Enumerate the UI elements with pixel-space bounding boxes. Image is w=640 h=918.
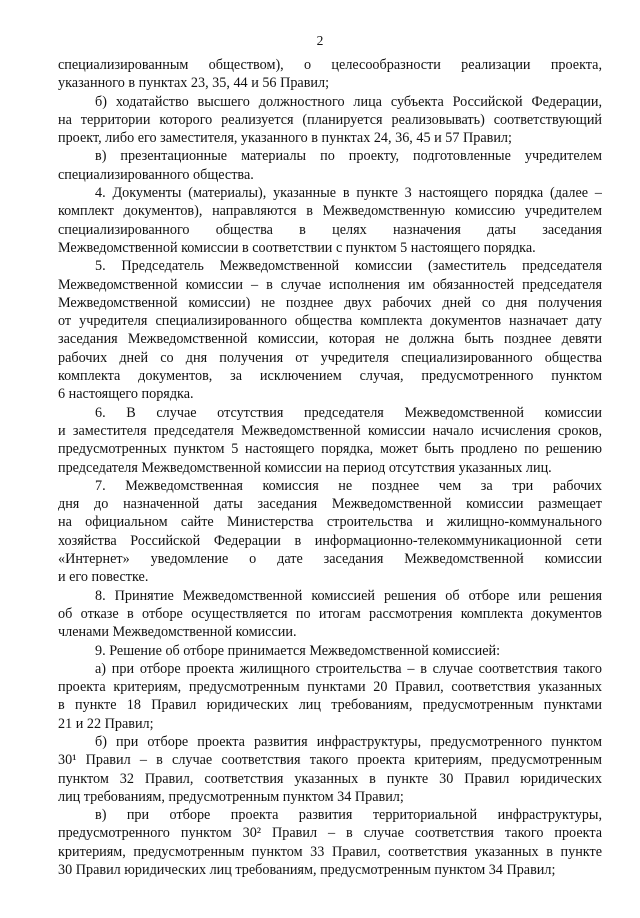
text-line: и его повестке. <box>58 569 149 586</box>
text-line: б) при отборе проекта развития инфраструктуры, предусмотренного пунктом <box>95 733 602 750</box>
text-line: 8. Принятие Межведомственной комиссией решения об отборе или решения <box>95 587 602 604</box>
text-line: «Интернет» уведомление о дате заседания Межведомственной комиссии <box>58 551 602 568</box>
text-line: 21 и 22 Правил; <box>58 715 154 732</box>
text-line: специализированным обществом), о целесообразности реализации проекта, <box>58 57 602 73</box>
text-line: проекта критериям, предусмотренным пунктами 20 Правил, соответствия указанных <box>58 679 602 696</box>
text-line: 9. Решение об отборе принимается Межведомственной комиссией: <box>95 642 501 659</box>
text-line: в) при отборе проекта развития территориальной инфраструктуры, <box>95 807 602 824</box>
text-line: специализированного общества в целях назначения даты заседания <box>58 221 602 238</box>
text-line: 6 настоящего порядка. <box>58 386 194 403</box>
text-line: Межведомственной комиссии в соответствии с пунктом 5 настоящего порядка. <box>58 239 536 256</box>
text-line: в) презентационные материалы по проекту, подготовленные учредителем <box>95 148 602 165</box>
document-body <box>58 56 602 879</box>
text-line: комплекта документов, за исключением случая, предусмотренного пунктом <box>58 368 602 385</box>
text-line: на официальном сайте Министерства строительства и жилищно-коммунального <box>58 514 602 531</box>
text-line: заседания Межведомственной комиссии, которая не должна быть позднее девяти <box>58 331 602 348</box>
text-line: пунктом 32 Правил, соответствия указанных в пункте 30 Правил юридических <box>58 770 602 787</box>
text-line: 30¹ Правил – в случае соответствия такого проекта критериям, предусмотренным <box>58 752 602 769</box>
text-line: а) при отборе проекта жилищного строительства – в случае соответствия такого <box>95 660 602 677</box>
text-line: об отказе в отборе осуществляется по итогам рассмотрения комплекта документов <box>58 605 602 622</box>
text-line: предусмотренного пунктом 30² Правил – в случае соответствия такого проекта <box>58 825 602 842</box>
text-line: 30 Правил юридических лиц требованиям, предусмотренным пунктом 34 Правил; <box>58 862 556 879</box>
text-line: от учредителя специализированного общества комплекта документов назначает дату <box>58 313 602 330</box>
text-line: лиц требованиям, предусмотренным пунктом 34 Правил; <box>58 788 404 805</box>
text-line: комплект документов), направляются в Межведомственную комиссию учредителем <box>58 203 602 220</box>
text-line: 7. Межведомственная комиссия не позднее чем за три рабочих <box>95 477 602 494</box>
text-line: Межведомственной комиссии – в случае исполнения им обязанностей председателя <box>58 276 602 293</box>
text-line: проект, либо его заместителя, указанного в пунктах 24, 36, 45 и 57 Правил; <box>58 130 512 147</box>
text-line: специализированного общества. <box>58 166 254 183</box>
text-line: рабочих дней со дня получения от учредителя специализированного общества <box>58 349 602 366</box>
text-line: Межведомственной комиссии) не позднее двух рабочих дней со дня получения <box>58 294 602 311</box>
text-line: критериям, предусмотренным пунктом 33 Правил, соответствия указанных в пункте <box>58 843 602 860</box>
text-line: 6. В случае отсутствия председателя Межведомственной комиссии <box>95 404 602 421</box>
text-line: председателя Межведомственной комиссии на период отсутствия указанных лиц. <box>58 459 552 476</box>
text-line: предусмотренных пунктом 5 настоящего порядка, может быть продлено по решению <box>58 441 602 458</box>
text-line: указанного в пунктах 23, 35, 44 и 56 Правил; <box>58 75 330 92</box>
text-line: членами Межведомственной комиссии. <box>58 624 297 641</box>
text-line: в пункте 18 Правил юридических лиц требованиям, предусмотренным пунктами <box>58 697 602 714</box>
text-line: дня до назначенной даты заседания Межведомственной комиссии размещает <box>58 496 602 513</box>
text-line: 4. Документы (материалы), указанные в пункте 3 настоящего порядка (далее – <box>95 185 602 202</box>
text-line: б) ходатайство высшего должностного лица субъекта Российской Федерации, <box>95 93 602 110</box>
text-line: и заместителя председателя Межведомственной комиссии начало исчисления сроков, <box>58 422 602 439</box>
text-line: на территории которого реализуется (планируется реализовывать) соответствующий <box>58 111 602 128</box>
text-line: 5. Председатель Межведомственной комиссии (заместитель председателя <box>95 258 602 275</box>
page-number: 2 <box>316 33 324 48</box>
text-line: хозяйства Российской Федерации в информационно-телекоммуникационной сети <box>58 532 602 549</box>
